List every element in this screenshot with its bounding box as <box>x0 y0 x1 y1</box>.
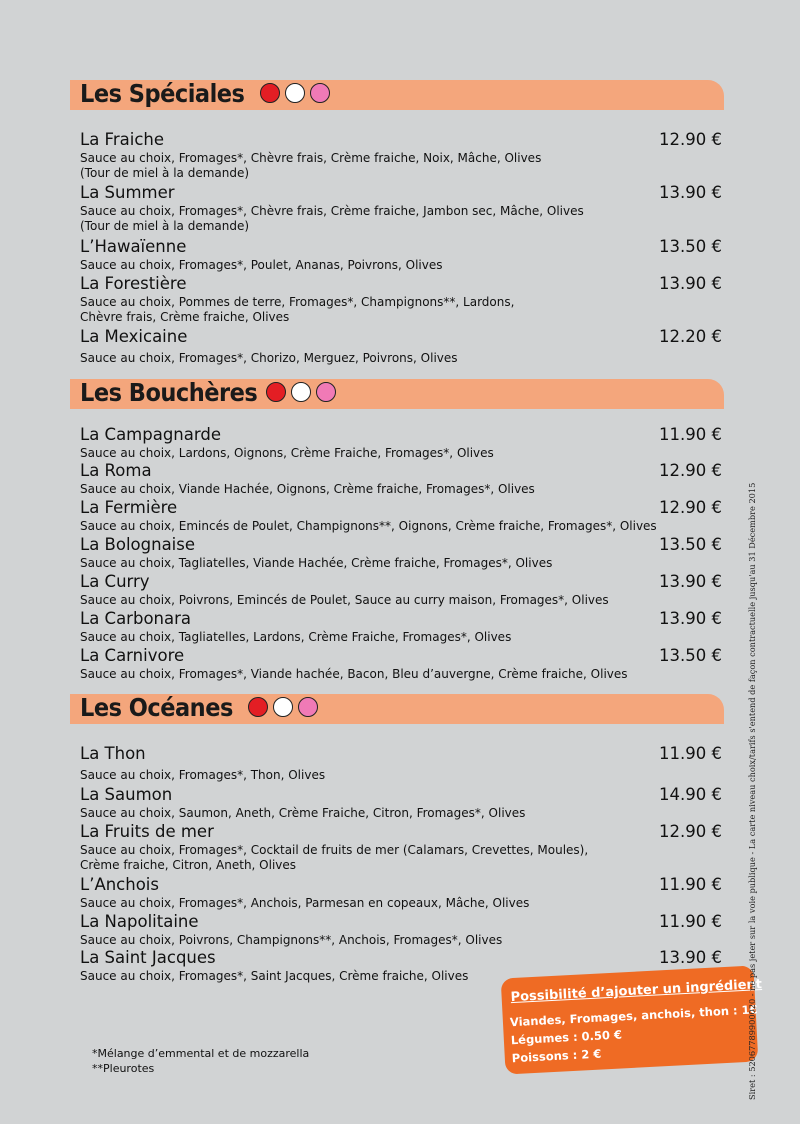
menu-item <box>80 572 722 608</box>
menu-item <box>80 875 722 911</box>
white-dot-icon <box>291 382 311 402</box>
item-name: La Carnivore <box>80 646 185 665</box>
item-price: 12.90 € <box>659 498 722 517</box>
item-price: 12.90 € <box>659 130 722 149</box>
item-price: 12.90 € <box>659 822 722 841</box>
red-dot-icon <box>248 697 268 717</box>
menu-item <box>80 822 722 873</box>
item-description: Sauce au choix, Saumon, Aneth, Crème Fraiche, Citron, Fromages*, Olives <box>80 806 526 820</box>
item-name: La Curry <box>80 572 150 591</box>
item-description: Sauce au choix, Tagliatelles, Lardons, Crème Fraiche, Fromages*, Olives <box>80 630 512 644</box>
item-description: Sauce au choix, Fromages*, Viande hachée, Bacon, Bleu d’auvergne, Crème fraiche, Olives <box>80 667 628 681</box>
section-banner-boucheres <box>70 379 724 409</box>
red-dot-icon <box>266 382 286 402</box>
item-name: La Thon <box>80 744 146 763</box>
item-price: 13.90 € <box>659 572 722 591</box>
item-note: (Tour de miel à la demande) <box>80 219 250 233</box>
item-name: La Fermière <box>80 498 178 517</box>
item-name: L’Anchois <box>80 875 159 894</box>
footnote: *Mélange d’emmental et de mozzarella <box>92 1047 310 1060</box>
item-price: 12.90 € <box>659 461 722 480</box>
section-title: Les Spéciales <box>80 79 245 108</box>
item-name: La Campagnarde <box>80 425 221 444</box>
item-description: Sauce au choix, Fromages*, Poulet, Ananas, Poivrons, Olives <box>80 258 443 272</box>
menu-item <box>80 498 722 534</box>
menu-item <box>80 912 722 948</box>
item-name: La Roma <box>80 461 152 480</box>
item-name: La Bolognaise <box>80 535 196 554</box>
menu-item <box>80 535 722 571</box>
item-name: La Fruits de mer <box>80 822 214 841</box>
item-price: 13.50 € <box>659 237 722 256</box>
item-description: Sauce au choix, Fromages*, Thon, Olives <box>80 768 326 782</box>
item-name: La Fraiche <box>80 130 164 149</box>
footnote: **Pleurotes <box>92 1062 155 1075</box>
menu-item <box>80 425 722 461</box>
item-name: La Napolitaine <box>80 912 199 931</box>
item-price: 11.90 € <box>659 875 722 894</box>
menu-item <box>80 744 722 783</box>
section-dots <box>260 83 330 103</box>
red-dot-icon <box>260 83 280 103</box>
item-name: La Saumon <box>80 785 173 804</box>
item-description: Sauce au choix, Fromages*, Chorizo, Merguez, Poivrons, Olives <box>80 351 458 365</box>
item-price: 13.50 € <box>659 646 722 665</box>
extra-ingredient-title: Possibilité d’ajouter un ingrédient <box>510 977 763 1006</box>
menu-item <box>80 274 722 325</box>
item-name: La Mexicaine <box>80 327 188 346</box>
item-description: Sauce au choix, Fromages*, Chèvre frais, Crème fraiche, Noix, Mâche, Olives <box>80 151 542 165</box>
menu-item <box>80 130 722 181</box>
menu-item <box>80 609 722 645</box>
menu-item <box>80 327 722 366</box>
item-price: 12.20 € <box>659 327 722 346</box>
extra-ingredient-box <box>501 965 763 1074</box>
white-dot-icon <box>285 83 305 103</box>
item-price: 13.90 € <box>659 274 722 293</box>
pink-dot-icon <box>298 697 318 717</box>
item-description: Sauce au choix, Fromages*, Chèvre frais, Crème fraiche, Jambon sec, Mâche, Olives <box>80 204 584 218</box>
item-description-cont: Chèvre frais, Crème fraiche, Olives <box>80 310 290 324</box>
item-note: (Tour de miel à la demande) <box>80 166 250 180</box>
section-banner-oceanes <box>70 694 724 724</box>
item-price: 11.90 € <box>659 744 722 763</box>
item-description: Sauce au choix, Pommes de terre, Fromages*, Champignons**, Lardons, <box>80 295 515 309</box>
item-price: 13.90 € <box>659 609 722 628</box>
section-dots <box>248 697 318 717</box>
item-description: Sauce au choix, Poivrons, Champignons**, Anchois, Fromages*, Olives <box>80 933 503 947</box>
item-description: Sauce au choix, Fromages*, Cocktail de fruits de mer (Calamars, Crevettes, Moules), <box>80 843 589 857</box>
item-price: 11.90 € <box>659 425 722 444</box>
section-dots <box>266 382 336 402</box>
extra-price-line: Légumes : 0.50 € <box>510 1027 623 1048</box>
pink-dot-icon <box>310 83 330 103</box>
menu-item <box>80 183 722 234</box>
item-name: L’Hawaïenne <box>80 237 187 256</box>
item-name: La Forestière <box>80 274 187 293</box>
menu-item <box>80 237 722 273</box>
item-price: 13.90 € <box>659 183 722 202</box>
menu-item <box>80 646 722 682</box>
item-description: Sauce au choix, Poivrons, Emincés de Poulet, Sauce au curry maison, Fromages*, Olives <box>80 593 609 607</box>
section-banner-speciales <box>70 80 724 110</box>
item-name: La Saint Jacques <box>80 948 216 967</box>
item-price: 11.90 € <box>659 912 722 931</box>
menu-item <box>80 461 722 497</box>
item-price: 13.50 € <box>659 535 722 554</box>
menu-item <box>80 785 722 821</box>
white-dot-icon <box>273 697 293 717</box>
item-description-cont: Crème fraiche, Citron, Aneth, Olives <box>80 858 297 872</box>
pink-dot-icon <box>316 382 336 402</box>
extra-price-line: Viandes, Fromages, anchois, thon : 1€ <box>509 1002 758 1030</box>
section-title: Les Bouchères <box>80 378 258 407</box>
item-price: 13.90 € <box>659 948 722 967</box>
item-description: Sauce au choix, Emincés de Poulet, Champignons**, Oignons, Crème fraiche, Fromages*, Olives <box>80 519 657 533</box>
item-name: La Summer <box>80 183 175 202</box>
item-description: Sauce au choix, Tagliatelles, Viande Hachée, Crème fraiche, Fromages*, Olives <box>80 556 553 570</box>
item-description: Sauce au choix, Viande Hachée, Oignons, Crème fraiche, Fromages*, Olives <box>80 482 535 496</box>
side-legal-text: Siret : 52067789900020 - ne pas jeter sur la voie publique - La carte niveau choix/tarifs s'entend de façon contractuelle jusqu'au 31 Décembre 2015 <box>747 482 757 1100</box>
item-price: 14.90 € <box>659 785 722 804</box>
section-title: Les Océanes <box>80 693 233 722</box>
item-description: Sauce au choix, Fromages*, Anchois, Parmesan en copeaux, Mâche, Olives <box>80 896 530 910</box>
item-description: Sauce au choix, Fromages*, Saint Jacques, Crème fraiche, Olives <box>80 969 469 983</box>
extra-price-line: Poissons : 2 € <box>511 1046 602 1066</box>
item-name: La Carbonara <box>80 609 191 628</box>
item-description: Sauce au choix, Lardons, Oignons, Crème Fraiche, Fromages*, Olives <box>80 446 494 460</box>
